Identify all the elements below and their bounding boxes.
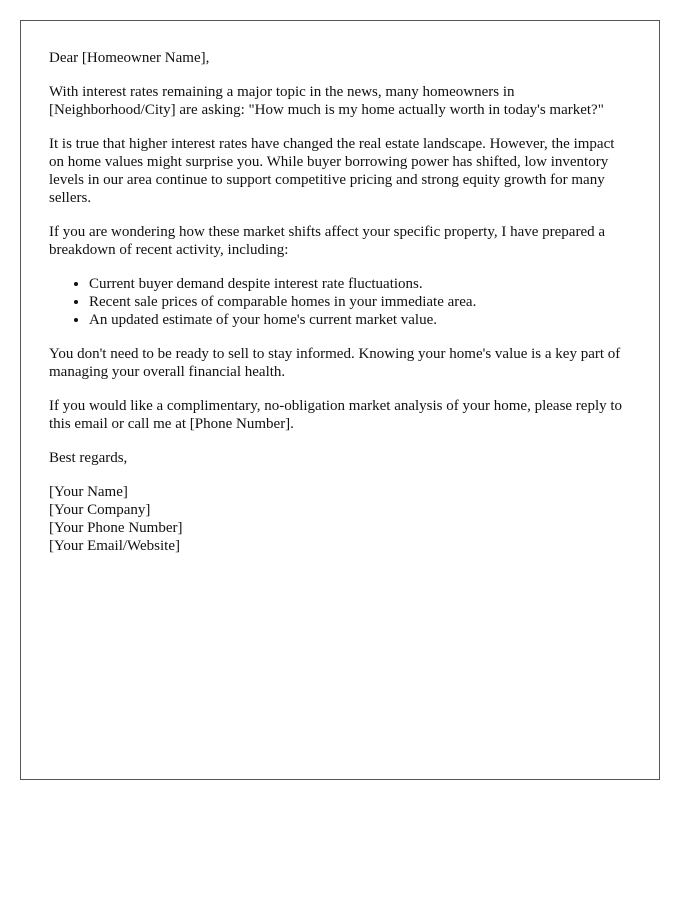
signature-name: [Your Name] (49, 484, 128, 500)
breakdown-list (49, 275, 631, 329)
list-item: • An updated estimate of your home's current market value. (89, 311, 631, 329)
closing: Best regards, (49, 450, 128, 466)
paragraph-call-to-action: If you would like a complimentary, no-obligation market analysis of your home, please reply to this email or call me at [Phone Number]. (49, 398, 623, 432)
paragraph-market: It is true that higher interest rates have changed the real estate landscape. However, the impact on home values might surprise you. While buyer borrowing power has shifted, low inventory levels in our area continue to support competitive pricing and strong equity growth for many sellers. (49, 136, 615, 206)
signature-company: [Your Company] (49, 502, 151, 518)
list-item: • Current buyer demand despite interest rate fluctuations. (89, 275, 631, 293)
list-item: • Recent sale prices of comparable homes in your immediate area. (89, 293, 631, 311)
paragraph-intro: With interest rates remaining a major topic in the news, many homeowners in [Neighborhood/City] are asking: "How much is my home actually worth in today's market?" (49, 84, 604, 118)
signature-phone: [Your Phone Number] (49, 520, 183, 536)
signature-email-website: [Your Email/Website] (49, 538, 181, 554)
signature-block (49, 483, 631, 555)
paragraph-breakdown: If you are wondering how these market shifts affect your specific property, I have prepared a breakdown of recent activity, including: (49, 224, 606, 258)
greeting: Dear [Homeowner Name], (49, 50, 210, 66)
paragraph-stay-informed: You don't need to be ready to sell to stay informed. Knowing your home's value is a key part of managing your overall financial health. (49, 346, 621, 380)
letter-frame (20, 20, 660, 780)
